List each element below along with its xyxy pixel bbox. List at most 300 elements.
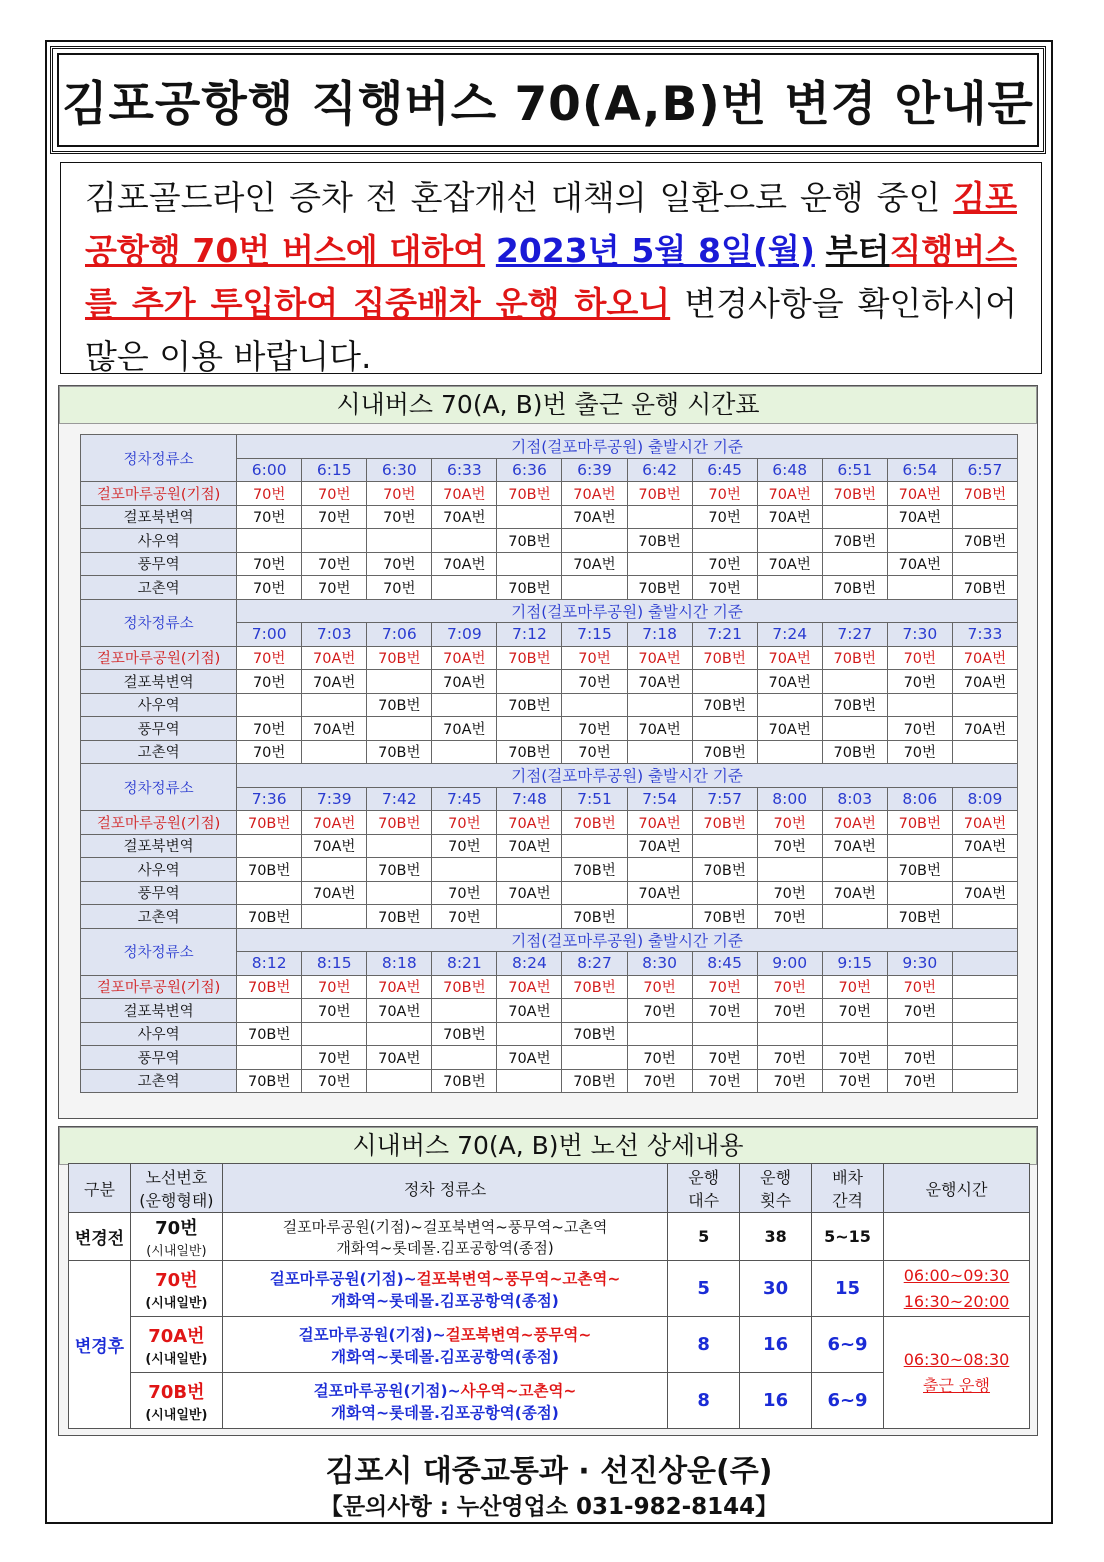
route-cell: 70B번 xyxy=(367,646,432,670)
timetable-stop-row xyxy=(81,1022,1018,1046)
before-route: 70번 (시내일반) xyxy=(130,1213,222,1261)
route-cell: 70B번 xyxy=(822,646,887,670)
route-cell: 70번 xyxy=(367,505,432,529)
route-cell: 70B번 xyxy=(887,905,952,929)
before-interval: 5~15 xyxy=(812,1213,884,1261)
stop-name: 걸포북변역 xyxy=(81,505,237,529)
route-cell xyxy=(887,1022,952,1046)
route-cell: 70번 xyxy=(627,999,692,1023)
departure-time: 6:57 xyxy=(952,458,1017,482)
route-cell: 70번 xyxy=(302,482,367,506)
route-cell xyxy=(627,858,692,882)
route-cell: 70번 xyxy=(237,505,302,529)
route-cell: 70A번 xyxy=(887,552,952,576)
route-cell: 70B번 xyxy=(367,858,432,882)
route-cell: 70A번 xyxy=(757,552,822,576)
route-cell: 70A번 xyxy=(302,881,367,905)
route-cell: 70A번 xyxy=(627,670,692,694)
before-row xyxy=(69,1213,1030,1261)
route-cell: 70A번 xyxy=(432,717,497,741)
route-cell: 70A번 xyxy=(952,670,1017,694)
route-cell: 70번 xyxy=(432,905,497,929)
route-cell xyxy=(822,552,887,576)
route-cell: 70번 xyxy=(562,740,627,764)
route-cell: 70번 xyxy=(432,881,497,905)
route-cell: 70번 xyxy=(302,576,367,600)
route-cell xyxy=(692,670,757,694)
route-cell: 70A번 xyxy=(822,881,887,905)
route-cell xyxy=(237,881,302,905)
route-cell: 70번 xyxy=(302,975,367,999)
route-cell xyxy=(367,881,432,905)
route-cell xyxy=(757,1022,822,1046)
stop-name: 걸포마루공원(기점) xyxy=(81,811,237,835)
route-cell: 70A번 xyxy=(822,811,887,835)
route-cell: 70B번 xyxy=(822,740,887,764)
route-cell: 70B번 xyxy=(562,1022,627,1046)
departure-time: 8:09 xyxy=(952,787,1017,811)
route-cell xyxy=(237,999,302,1023)
departure-time: 7:27 xyxy=(822,623,887,647)
departure-time: 6:48 xyxy=(757,458,822,482)
timetable-stop-row xyxy=(81,529,1018,553)
route-cell: 70B번 xyxy=(692,858,757,882)
route-cell xyxy=(887,881,952,905)
route-cell: 70번 xyxy=(237,576,302,600)
route-cell: 70번 xyxy=(302,552,367,576)
stop-name: 사우역 xyxy=(81,529,237,553)
route-cell: 70번 xyxy=(757,1046,822,1070)
route-cell xyxy=(302,858,367,882)
route-cell: 70번 xyxy=(627,1069,692,1093)
route-cell xyxy=(562,834,627,858)
route-cell: 70B번 xyxy=(692,740,757,764)
stop-header: 정차정류소 xyxy=(81,599,237,646)
route-cell: 70A번 xyxy=(757,505,822,529)
route-cell xyxy=(757,740,822,764)
after-buses-70: 5 xyxy=(668,1261,740,1317)
route-cell: 70A번 xyxy=(302,834,367,858)
route-cell: 70번 xyxy=(692,1069,757,1093)
route-cell xyxy=(367,1022,432,1046)
route-cell: 70B번 xyxy=(562,1069,627,1093)
route-cell xyxy=(822,670,887,694)
stop-name: 사우역 xyxy=(81,1022,237,1046)
route-cell: 70번 xyxy=(367,552,432,576)
route-cell: 70A번 xyxy=(302,670,367,694)
route-cell: 70B번 xyxy=(237,975,302,999)
route-cell: 70번 xyxy=(302,999,367,1023)
title-box xyxy=(50,46,1046,154)
departure-time: 7:15 xyxy=(562,623,627,647)
departure-time: 7:54 xyxy=(627,787,692,811)
departure-time: 7:57 xyxy=(692,787,757,811)
departure-time: 6:51 xyxy=(822,458,887,482)
stop-name: 사우역 xyxy=(81,858,237,882)
departure-time: 7:45 xyxy=(432,787,497,811)
route-cell xyxy=(497,670,562,694)
before-label: 변경전 xyxy=(69,1213,131,1261)
departure-time: 7:24 xyxy=(757,623,822,647)
route-cell: 70번 xyxy=(237,740,302,764)
route-cell xyxy=(822,905,887,929)
route-cell xyxy=(497,505,562,529)
route-cell: 70A번 xyxy=(952,717,1017,741)
route-cell: 70A번 xyxy=(562,482,627,506)
departure-time: 7:42 xyxy=(367,787,432,811)
route-cell xyxy=(692,834,757,858)
route-cell: 70번 xyxy=(887,999,952,1023)
departure-time: 6:39 xyxy=(562,458,627,482)
route-cell xyxy=(367,1069,432,1093)
route-cell: 70B번 xyxy=(432,975,497,999)
before-buses: 5 xyxy=(668,1213,740,1261)
route-cell: 70B번 xyxy=(692,905,757,929)
stop-name: 고촌역 xyxy=(81,576,237,600)
stop-header: 정차정류소 xyxy=(81,928,237,975)
after-trips-70: 30 xyxy=(740,1261,812,1317)
route-cell xyxy=(757,576,822,600)
route-cell: 70번 xyxy=(367,576,432,600)
route-cell: 70B번 xyxy=(367,740,432,764)
departure-time: 7:09 xyxy=(432,623,497,647)
departure-time xyxy=(952,952,1017,976)
timetable-stop-row xyxy=(81,999,1018,1023)
timetable-stop-row xyxy=(81,693,1018,717)
route-cell: 70A번 xyxy=(497,834,562,858)
timetable-stop-row xyxy=(81,717,1018,741)
departure-time: 7:36 xyxy=(237,787,302,811)
timetable-stop-row xyxy=(81,858,1018,882)
route-cell: 70B번 xyxy=(822,529,887,553)
route-cell xyxy=(952,1046,1017,1070)
departure-time: 8:03 xyxy=(822,787,887,811)
route-cell xyxy=(627,740,692,764)
departure-time: 6:00 xyxy=(237,458,302,482)
departure-time: 7:12 xyxy=(497,623,562,647)
route-cell xyxy=(952,740,1017,764)
route-cell: 70번 xyxy=(887,670,952,694)
route-cell xyxy=(432,576,497,600)
route-cell: 70B번 xyxy=(237,1069,302,1093)
route-cell xyxy=(497,717,562,741)
route-cell xyxy=(757,693,822,717)
route-cell: 70A번 xyxy=(757,646,822,670)
details-title: 시내버스 70(A, B)번 노선 상세내용 xyxy=(59,1127,1037,1165)
after-row-70a xyxy=(69,1317,1030,1373)
route-cell: 70번 xyxy=(692,999,757,1023)
route-cell xyxy=(822,1022,887,1046)
stop-header: 정차정류소 xyxy=(81,435,237,482)
route-cell: 70A번 xyxy=(367,1046,432,1070)
route-cell: 70번 xyxy=(302,1046,367,1070)
route-cell: 70번 xyxy=(562,646,627,670)
route-cell: 70번 xyxy=(757,999,822,1023)
route-cell: 70A번 xyxy=(952,646,1017,670)
route-cell: 70A번 xyxy=(887,505,952,529)
route-cell xyxy=(432,529,497,553)
route-cell: 70A번 xyxy=(302,717,367,741)
details-header-row xyxy=(69,1164,1030,1213)
after-buses-70b: 8 xyxy=(668,1373,740,1429)
departure-time: 8:30 xyxy=(627,952,692,976)
route-cell: 70번 xyxy=(887,646,952,670)
departure-header: 기점(걸포마루공원) 출발시간 기준 xyxy=(237,764,1018,788)
route-cell xyxy=(237,1046,302,1070)
route-cell: 70B번 xyxy=(692,646,757,670)
route-cell xyxy=(952,505,1017,529)
departure-time: 8:45 xyxy=(692,952,757,976)
route-cell xyxy=(562,881,627,905)
stop-name: 풍무역 xyxy=(81,1046,237,1070)
route-cell: 70번 xyxy=(692,482,757,506)
col-trips: 운행 횟수 xyxy=(740,1164,812,1213)
route-cell: 70A번 xyxy=(562,552,627,576)
after-row-70 xyxy=(69,1261,1030,1317)
route-cell xyxy=(302,740,367,764)
route-cell: 70B번 xyxy=(562,811,627,835)
intro-text-2: 변경사항을 확인하시어 많은 이용 바랍니다. xyxy=(85,284,1017,376)
route-cell: 70A번 xyxy=(302,811,367,835)
departure-time: 7:21 xyxy=(692,623,757,647)
col-stops: 정차 정류소 xyxy=(222,1164,667,1213)
route-cell: 70A번 xyxy=(432,670,497,694)
route-cell: 70B번 xyxy=(822,482,887,506)
route-cell xyxy=(562,529,627,553)
route-cell: 70B번 xyxy=(952,482,1017,506)
route-cell xyxy=(497,905,562,929)
timetable-title: 시내버스 70(A, B)번 출근 운행 시간표 xyxy=(59,386,1037,424)
route-cell xyxy=(432,999,497,1023)
col-buses: 운행 대수 xyxy=(668,1164,740,1213)
stop-name: 사우역 xyxy=(81,693,237,717)
route-cell: 70B번 xyxy=(432,1022,497,1046)
route-cell xyxy=(627,505,692,529)
route-cell: 70B번 xyxy=(627,482,692,506)
after-route-70b: 70B번 (시내일반) xyxy=(130,1373,222,1429)
route-cell: 70번 xyxy=(302,505,367,529)
route-cell: 70번 xyxy=(367,482,432,506)
route-cell xyxy=(887,693,952,717)
route-cell: 70A번 xyxy=(497,881,562,905)
timetable-stop-row xyxy=(81,505,1018,529)
timetable-block-header xyxy=(81,599,1018,623)
timetable-stop-row xyxy=(81,576,1018,600)
stop-name: 걸포북변역 xyxy=(81,670,237,694)
route-cell xyxy=(367,834,432,858)
intro-route-highlight: 김포공항행 70번 버스에 대하여 xyxy=(85,178,1017,270)
route-cell: 70A번 xyxy=(497,1046,562,1070)
after-interval-70: 15 xyxy=(812,1261,884,1317)
stop-name: 풍무역 xyxy=(81,881,237,905)
after-hours-70ab: 06:30~08:30 출근 운행 xyxy=(884,1317,1030,1429)
route-cell: 70B번 xyxy=(237,858,302,882)
stop-name: 걸포마루공원(기점) xyxy=(81,646,237,670)
col-hours: 운행시간 xyxy=(884,1164,1030,1213)
route-cell: 70A번 xyxy=(627,834,692,858)
route-cell xyxy=(432,693,497,717)
after-buses-70a: 8 xyxy=(668,1317,740,1373)
route-cell xyxy=(822,717,887,741)
after-trips-70a: 16 xyxy=(740,1317,812,1373)
route-cell: 70A번 xyxy=(627,811,692,835)
route-cell: 70번 xyxy=(757,834,822,858)
route-cell: 70번 xyxy=(237,670,302,694)
departure-time: 6:33 xyxy=(432,458,497,482)
route-cell: 70A번 xyxy=(432,482,497,506)
route-cell xyxy=(952,905,1017,929)
after-hours-70: 06:00~09:30 16:30~20:00 xyxy=(884,1261,1030,1317)
route-cell xyxy=(367,717,432,741)
route-cell xyxy=(497,1022,562,1046)
route-cell: 70B번 xyxy=(952,576,1017,600)
departure-time: 8:15 xyxy=(302,952,367,976)
route-cell: 70A번 xyxy=(757,670,822,694)
route-cell xyxy=(952,999,1017,1023)
after-stops-70b: 걸포마루공원(기점)~사우역~고촌역~ 개화역~롯데몰.김포공항역(종점) xyxy=(222,1373,667,1429)
route-cell xyxy=(562,1046,627,1070)
route-cell xyxy=(887,834,952,858)
after-label: 변경후 xyxy=(69,1261,131,1429)
route-cell: 70번 xyxy=(757,905,822,929)
route-cell xyxy=(952,552,1017,576)
route-cell xyxy=(367,529,432,553)
departure-time: 7:00 xyxy=(237,623,302,647)
route-cell: 70번 xyxy=(302,1069,367,1093)
route-cell: 70A번 xyxy=(432,646,497,670)
stop-name: 고촌역 xyxy=(81,905,237,929)
route-cell: 70번 xyxy=(757,811,822,835)
route-cell xyxy=(627,1022,692,1046)
route-cell: 70A번 xyxy=(497,811,562,835)
route-cell: 70번 xyxy=(562,717,627,741)
route-cell xyxy=(692,881,757,905)
timetable-stop-row xyxy=(81,552,1018,576)
departure-time: 6:30 xyxy=(367,458,432,482)
route-cell xyxy=(237,693,302,717)
departure-time: 9:00 xyxy=(757,952,822,976)
page-title: 김포공항행 직행버스 70(A,B)번 변경 안내문 xyxy=(62,76,1034,132)
footer-org: 김포시 대중교통과 · 선진상운(주) xyxy=(325,1454,773,1489)
route-cell xyxy=(952,1022,1017,1046)
route-cell: 70A번 xyxy=(952,834,1017,858)
timetable xyxy=(80,434,1018,1093)
route-cell: 70번 xyxy=(822,999,887,1023)
route-cell xyxy=(627,905,692,929)
route-cell: 70번 xyxy=(692,1046,757,1070)
departure-time: 8:12 xyxy=(237,952,302,976)
route-cell: 70번 xyxy=(432,834,497,858)
route-cell xyxy=(692,717,757,741)
departure-time: 6:15 xyxy=(302,458,367,482)
route-cell: 70번 xyxy=(887,975,952,999)
stop-name: 풍무역 xyxy=(81,717,237,741)
route-cell: 70B번 xyxy=(692,693,757,717)
departure-header: 기점(걸포마루공원) 출발시간 기준 xyxy=(237,599,1018,623)
route-cell: 70번 xyxy=(237,482,302,506)
after-interval-70b: 6~9 xyxy=(812,1373,884,1429)
timetable-stop-row xyxy=(81,740,1018,764)
route-cell: 70번 xyxy=(822,1069,887,1093)
intro-date-highlight: 2023년 5월 8일(월) xyxy=(495,231,815,270)
departure-header: 기점(걸포마루공원) 출발시간 기준 xyxy=(237,435,1018,459)
route-cell: 70A번 xyxy=(887,482,952,506)
route-cell xyxy=(952,693,1017,717)
route-cell: 70B번 xyxy=(627,576,692,600)
intro-from: 부터 xyxy=(825,231,890,270)
route-cell xyxy=(627,552,692,576)
route-cell: 70A번 xyxy=(367,975,432,999)
intro-action-highlight: 직행버스를 추가 투입하여 집중배차 운행 하오니 xyxy=(85,231,1017,323)
route-cell: 70B번 xyxy=(822,576,887,600)
route-cell: 70A번 xyxy=(627,646,692,670)
stop-name: 걸포마루공원(기점) xyxy=(81,975,237,999)
stop-name: 걸포북변역 xyxy=(81,999,237,1023)
before-trips: 38 xyxy=(740,1213,812,1261)
route-cell: 70B번 xyxy=(562,975,627,999)
route-cell: 70B번 xyxy=(497,693,562,717)
route-cell: 70B번 xyxy=(237,905,302,929)
departure-time: 7:30 xyxy=(887,623,952,647)
route-cell: 70B번 xyxy=(497,646,562,670)
departure-time: 6:45 xyxy=(692,458,757,482)
route-cell: 70A번 xyxy=(432,505,497,529)
stop-name: 고촌역 xyxy=(81,1069,237,1093)
route-cell xyxy=(692,529,757,553)
route-cell: 70번 xyxy=(692,975,757,999)
stop-header: 정차정류소 xyxy=(81,764,237,811)
route-cell xyxy=(432,1046,497,1070)
route-cell: 70번 xyxy=(237,646,302,670)
route-cell: 70번 xyxy=(757,881,822,905)
route-cell: 70번 xyxy=(822,975,887,999)
departure-time: 7:06 xyxy=(367,623,432,647)
route-cell: 70A번 xyxy=(952,811,1017,835)
route-cell xyxy=(952,1069,1017,1093)
route-cell: 70B번 xyxy=(822,693,887,717)
route-cell: 70번 xyxy=(692,576,757,600)
after-route-70: 70번 (시내일반) xyxy=(130,1261,222,1317)
route-cell: 70B번 xyxy=(562,858,627,882)
route-cell: 70번 xyxy=(627,975,692,999)
departure-time: 8:06 xyxy=(887,787,952,811)
route-cell xyxy=(432,740,497,764)
route-cell: 70B번 xyxy=(497,482,562,506)
route-cell: 70A번 xyxy=(757,717,822,741)
route-cell: 70A번 xyxy=(497,975,562,999)
route-cell xyxy=(887,576,952,600)
route-cell xyxy=(627,693,692,717)
after-interval-70a: 6~9 xyxy=(812,1317,884,1373)
route-cell: 70B번 xyxy=(367,905,432,929)
route-cell xyxy=(432,858,497,882)
route-cell: 70번 xyxy=(822,1046,887,1070)
stop-name: 풍무역 xyxy=(81,552,237,576)
departure-time: 6:36 xyxy=(497,458,562,482)
route-cell: 70번 xyxy=(887,1046,952,1070)
route-cell xyxy=(757,529,822,553)
stop-name: 고촌역 xyxy=(81,740,237,764)
route-cell xyxy=(952,858,1017,882)
departure-time: 7:39 xyxy=(302,787,367,811)
timetable-block-header xyxy=(81,764,1018,788)
route-cell xyxy=(497,858,562,882)
departure-time: 6:54 xyxy=(887,458,952,482)
route-cell: 70B번 xyxy=(432,1069,497,1093)
route-cell: 70번 xyxy=(562,670,627,694)
route-cell xyxy=(887,529,952,553)
timetable-stop-row xyxy=(81,646,1018,670)
